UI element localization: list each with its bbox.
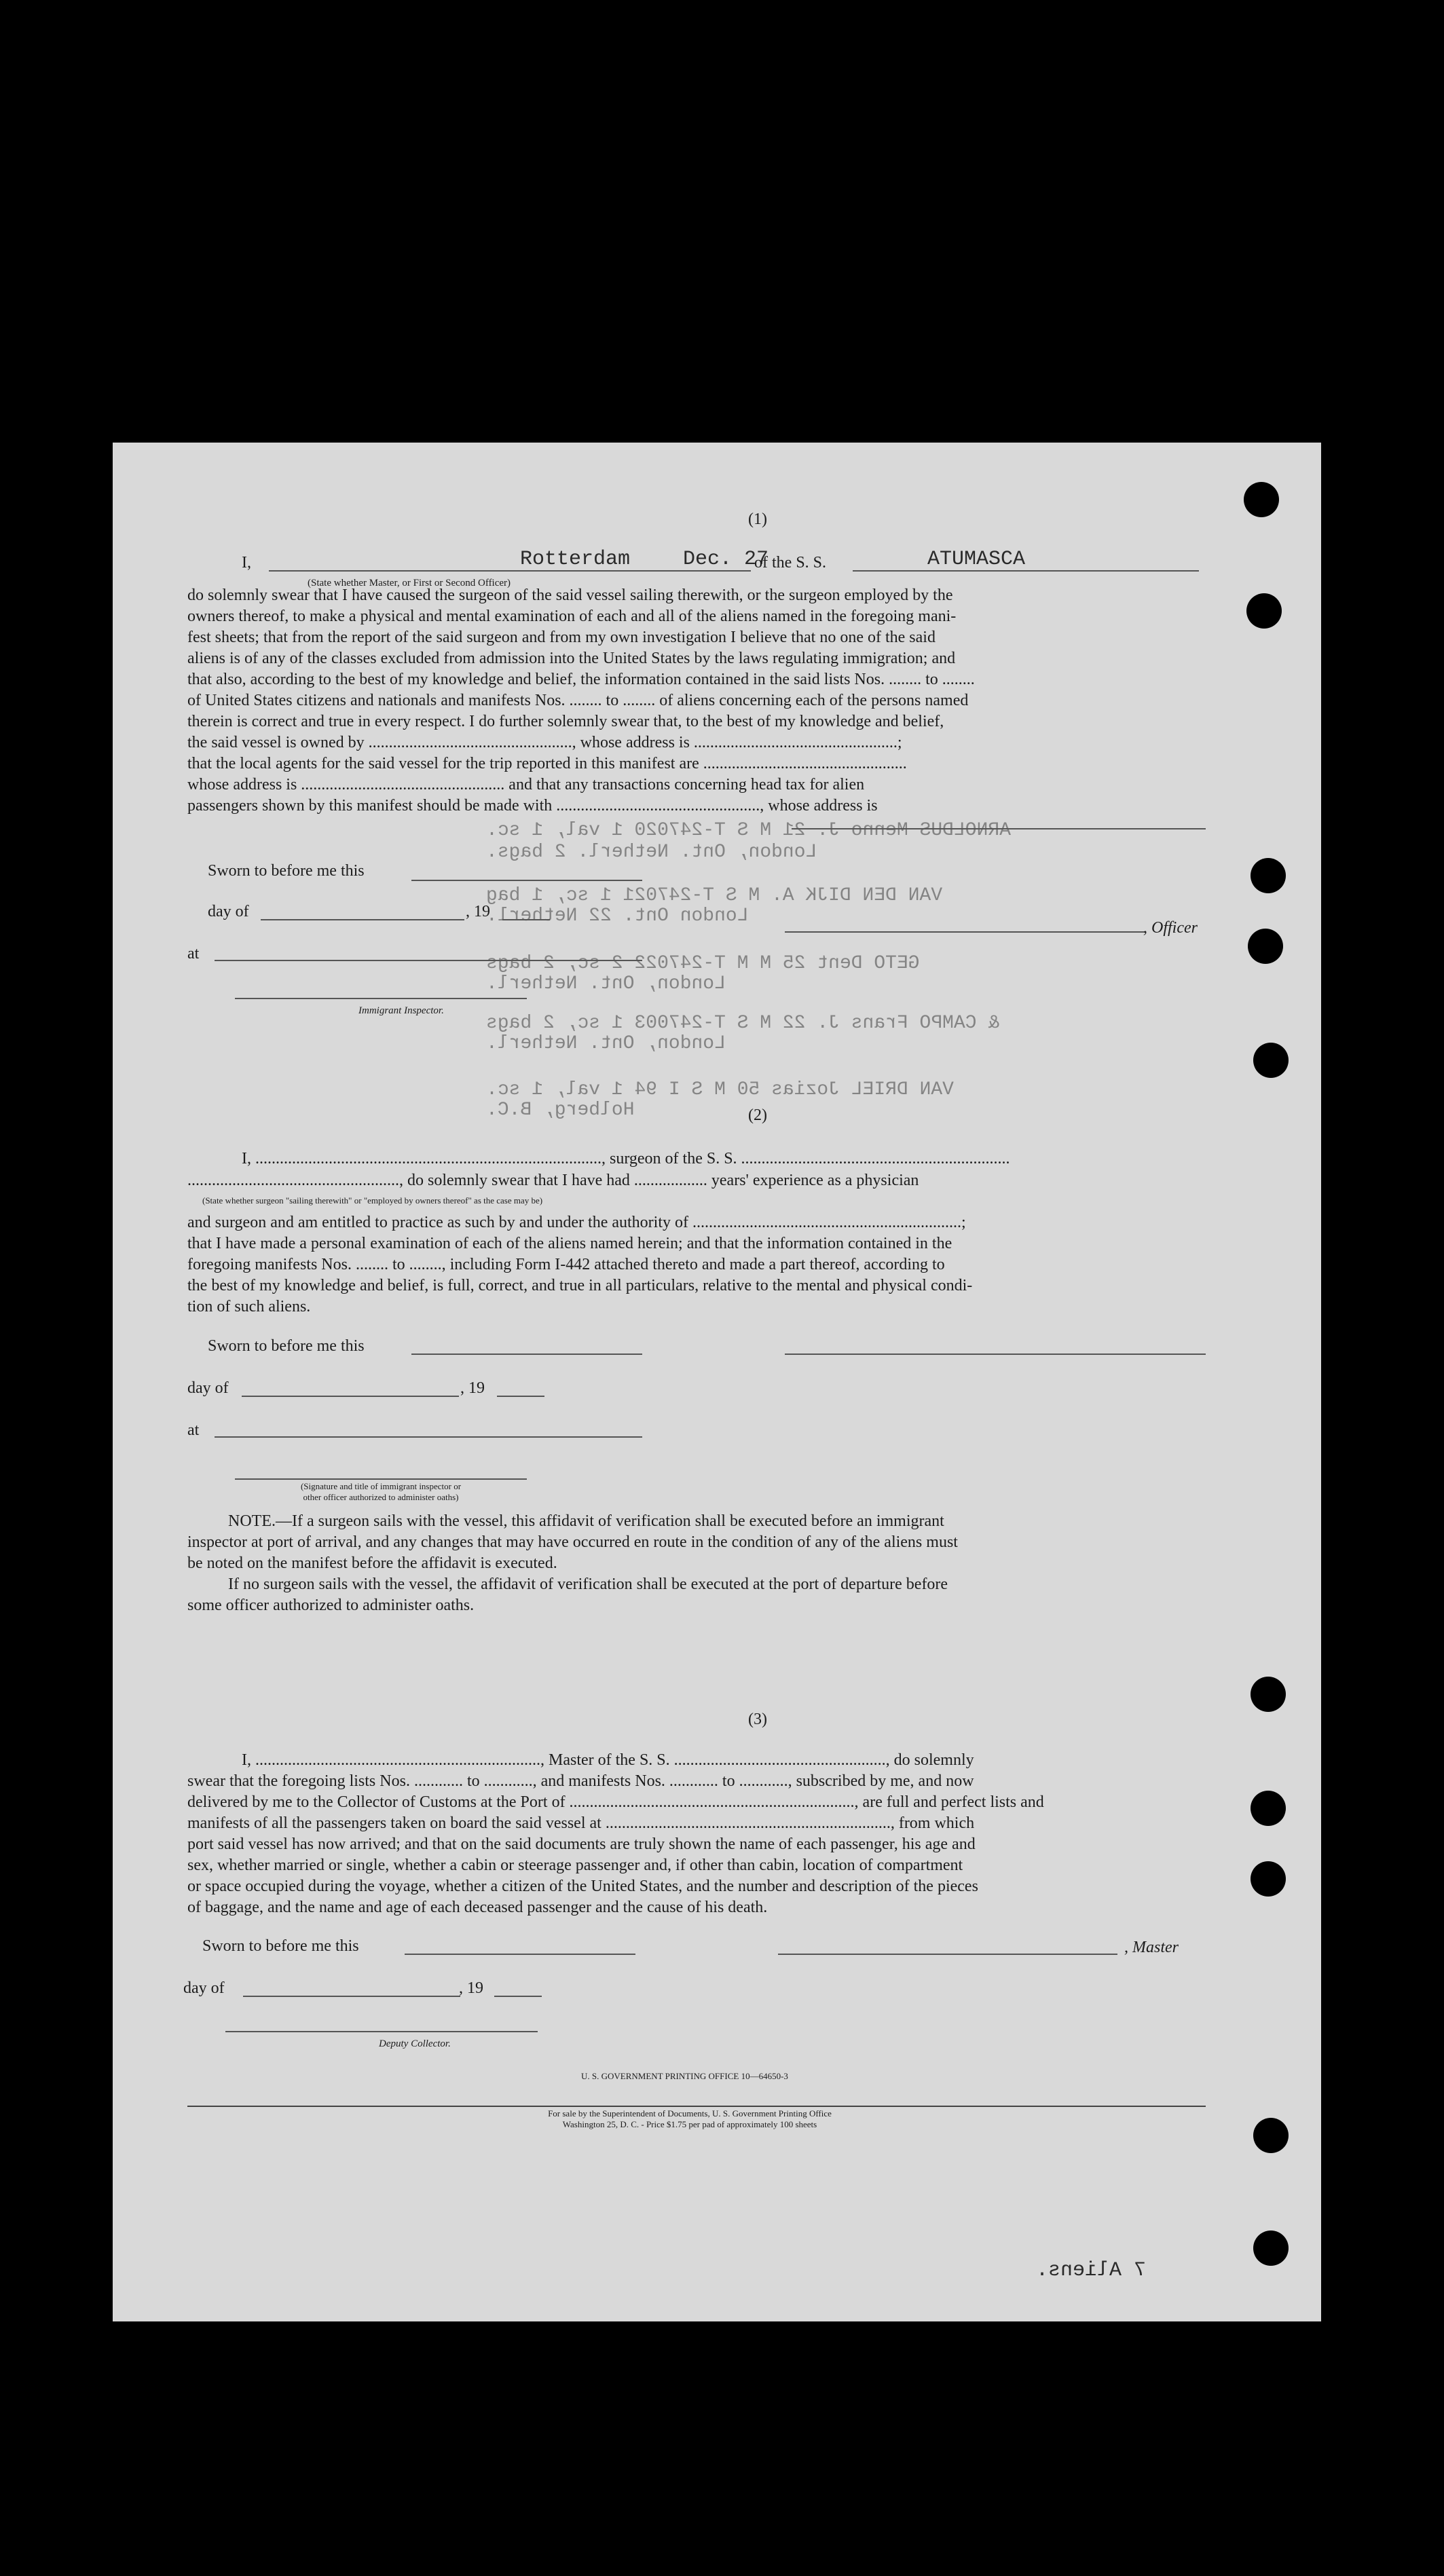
para-line: that also, according to the best of my knowledge and belief, the information contained in the said lists Nos. ........ to ........ [187, 671, 975, 688]
para-line: whose address is .................................................. and that any transactions concerning head tax for alien [187, 776, 865, 794]
year-line [497, 1396, 544, 1397]
manifest-page [113, 443, 1321, 2321]
bleed-line: & CAMPO Frans J. 22 M S T-247003 1 sc, 2 bags [486, 1013, 1000, 1034]
surgeon-signature-line [785, 1354, 1206, 1355]
para-line: port said vessel has now arrived; and that on the said documents are truly shown the name of each passenger, his age and [187, 1835, 976, 1853]
day-of-label: day of [183, 1979, 225, 1997]
section-1-intro: I, [242, 554, 251, 572]
day-line [243, 1996, 460, 1997]
para-line: therein is correct and true in every respect. I do further solemnly swear that, to the best of my knowledge and belief, [187, 713, 944, 730]
note-line: NOTE.—If a surgeon sails with the vessel, this affidavit of verification shall be executed before an immigrant [228, 1512, 944, 1530]
at-label: at [187, 945, 200, 963]
agent-line [792, 828, 1206, 829]
master-stamp: Rotterdam [520, 548, 631, 571]
state-note: (State whether Master, or First or Second Officer) [308, 578, 511, 589]
at-label: at [187, 1421, 200, 1439]
para-line: that I have made a personal examination of each of the aliens named herein; and that the information contained in the [187, 1235, 952, 1252]
para-line: do solemnly swear that I have caused the surgeon of the said vessel sailing therewith, or the surgeon employed by the [187, 586, 953, 604]
para-line: of baggage, and the name and age of each deceased passenger and the cause of his death. [187, 1899, 768, 1916]
sworn-line [411, 880, 642, 881]
sale-line-1: For sale by the Superintendent of Documents, U. S. Government Printing Office [548, 2108, 832, 2118]
sworn-label: Sworn to before me this [208, 1337, 365, 1355]
para-line: the best of my knowledge and belief, is full, correct, and true in all particulars, relative to the mental and physical condi- [187, 1277, 973, 1294]
punch-hole [1253, 2230, 1289, 2266]
sig-note-2: other officer authorized to administer oaths) [303, 1492, 459, 1502]
day-line [242, 1396, 459, 1397]
bleed-line: ARNOLDUS Menno J. 21 M S T-247020 1 val, 1 sc. [486, 820, 1011, 841]
day-of-label: day of [187, 1379, 229, 1397]
section-2-line2: ...................................................., do solemnly swear that I have had .................. years' experience as a physician [187, 1172, 919, 1189]
bleed-line: London, Ont. Netherl. 2 bags. [486, 842, 817, 863]
para-line: that the local agents for the said vessel for the trip reported in this manifest are .................................................. [187, 755, 907, 772]
punch-hole [1251, 1677, 1286, 1712]
bleed-line: VAN DEN DIJK A. M S T-247021 1 sc, 1 bag [486, 885, 943, 906]
deputy-line [225, 2031, 538, 2032]
para-line: foregoing manifests Nos. ........ to ........, including Form I-442 attached thereto and made a part thereof, according to [187, 1256, 945, 1273]
note-line: inspector at port of arrival, and any changes that may have occurred en route in the condition of any of the aliens must [187, 1533, 958, 1551]
para-line: the said vessel is owned by .................................................., whose address is ..................................................; [187, 734, 902, 751]
punch-hole [1251, 1861, 1286, 1897]
bleed-line: London Ont. 22 Netherl. [486, 906, 749, 927]
sworn-label: Sworn to before me this [208, 862, 365, 880]
inspector-line [235, 1478, 527, 1480]
sig-note-1: (Signature and title of immigrant inspector or [300, 1481, 462, 1491]
punch-hole [1248, 929, 1283, 964]
of-ss-label: of the S. S. [754, 554, 827, 572]
punch-hole [1246, 593, 1282, 629]
bleed-line: London, Ont. Netherl. [486, 1033, 726, 1054]
sale-line-2: Washington 25, D. C. - Price $1.75 per pad of approximately 100 sheets [562, 2119, 817, 2129]
master-line [269, 570, 751, 572]
date-stamp: Dec. 27 [683, 548, 769, 571]
para-line: and surgeon and am entitled to practice as such by and under the authority of ..................................................................; [187, 1214, 966, 1231]
bleed-line: Holberg, B.C. [486, 1100, 635, 1121]
para-line: manifests of all the passengers taken on board the said vessel at ......................................................................, from which [187, 1814, 975, 1832]
master-signature-line [778, 1954, 1117, 1955]
year-label: , 19 [459, 1979, 483, 1997]
punch-hole [1251, 858, 1286, 893]
at-line [215, 1436, 642, 1438]
para-line: of United States citizens and nationals and manifests Nos. ........ to ........ of aliens concerning each of the persons named [187, 692, 969, 709]
para-line: fest sheets; that from the report of the said surgeon and from my own investigation I believe that no one of the said [187, 629, 936, 646]
para-line: tion of such aliens. [187, 1298, 311, 1315]
master-label: , Master [1124, 1939, 1179, 1956]
inspector-label: Immigrant Inspector. [358, 1005, 444, 1016]
day-line [261, 919, 464, 920]
day-of-label: day of [208, 903, 249, 920]
section-2-number: (2) [748, 1106, 767, 1124]
surgeon-note: (State whether surgeon "sailing therewith" or "employed by owners thereof" as the case may be) [202, 1195, 543, 1206]
gpo-line: U. S. GOVERNMENT PRINTING OFFICE 10—64650-3 [581, 2071, 788, 2081]
punch-hole [1251, 1791, 1286, 1826]
para-line: passengers shown by this manifest should be made with .................................................., whose address is [187, 797, 878, 815]
bleed-line: VAN DRIEL Jozias 50 M S I 94 1 val, 1 sc. [486, 1079, 954, 1100]
para-line: owners thereof, to make a physical and mental examination of each and all of the aliens named in the foregoing mani- [187, 608, 957, 625]
at-line [215, 960, 642, 961]
para-line: sex, whether married or single, whether a cabin or steerage passenger and, if other than cabin, location of compartment [187, 1856, 963, 1874]
para-line: aliens is of any of the classes excluded from admission into the United States by the laws regulating immigration; and [187, 650, 956, 667]
section-2-line1: I, ....................................................................................., surgeon of the S. S. .................................................................. [242, 1150, 1010, 1168]
sworn-line [405, 1954, 635, 1955]
punch-hole [1253, 1043, 1289, 1078]
year-label: , 19 [460, 1379, 485, 1397]
note-line: be noted on the manifest before the affidavit is executed. [187, 1554, 557, 1572]
bleed-line: GETO Dent 25 M M T-247022 2 sc, 2 bags [486, 953, 920, 974]
para-line: swear that the foregoing lists Nos. ............ to ............, and manifests Nos. ............ to ............, subscribed by me, and now [187, 1772, 974, 1790]
note-line: If no surgeon sails with the vessel, the affidavit of verification shall be executed at the port of departure before [228, 1575, 948, 1593]
para-line: or space occupied during the voyage, whether a citizen of the United States, and the number and description of the pieces [187, 1878, 978, 1895]
vessel-line [853, 570, 1199, 572]
deputy-label: Deputy Collector. [379, 2038, 451, 2049]
note-line: some officer authorized to administer oaths. [187, 1597, 475, 1614]
section-1-number: (1) [748, 510, 767, 528]
aliens-count: 7 Aliens. [1036, 2259, 1147, 2282]
year-label: , 19 [466, 903, 490, 920]
officer-label: , Officer [1143, 919, 1198, 937]
inspector-line [235, 998, 527, 999]
section-3-number: (3) [748, 1711, 767, 1728]
para-line: delivered by me to the Collector of Customs at the Port of ......................................................................, are full and perfect lists and [187, 1793, 1044, 1811]
para-line: I, ......................................................................, Master of the S. S. ...................................................., do solemnly [242, 1751, 974, 1769]
bleed-line: London, Ont. Netherl. [486, 973, 726, 994]
vessel-stamp: ATUMASCA [927, 548, 1026, 571]
year-line [494, 1996, 542, 1997]
footer-rule [187, 2106, 1206, 2107]
sworn-line [411, 1354, 642, 1355]
sworn-label: Sworn to before me this [202, 1937, 359, 1955]
officer-signature-line [785, 931, 1145, 933]
year-line [502, 919, 550, 920]
